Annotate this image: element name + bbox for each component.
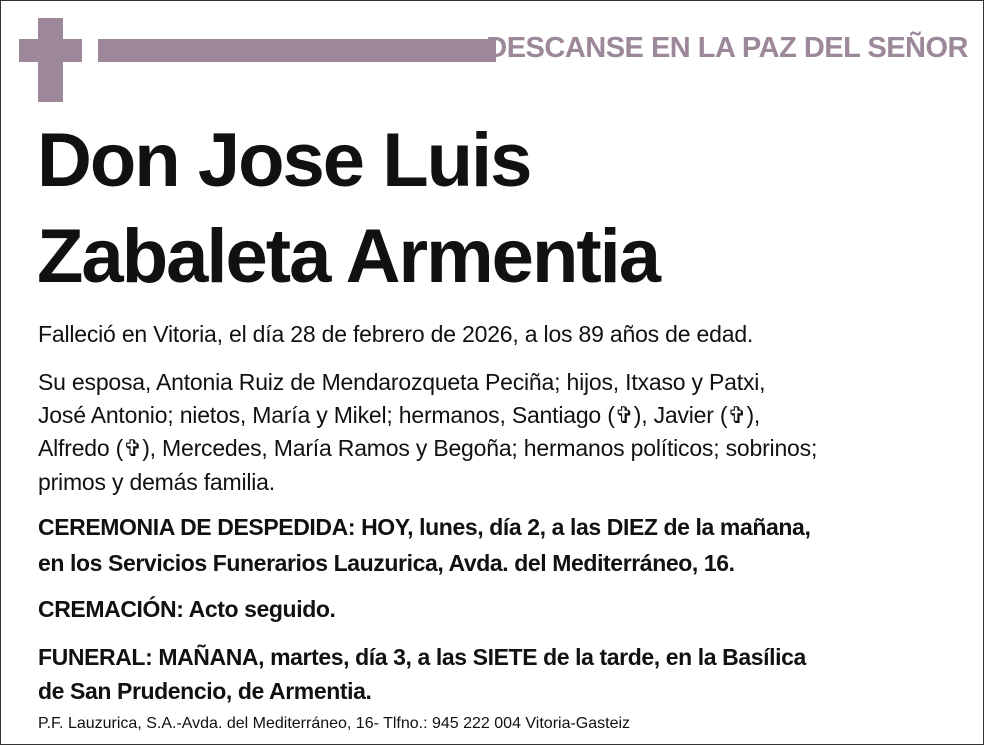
funeral-home-footer: P.F. Lauzurica, S.A.-Avda. del Mediterráneo, 16- Tlfno.: 945 222 004 Vitoria-Gasteiz [38,715,631,732]
deceased-name-line-2: Zabaleta Armentia [37,214,660,299]
header-title: DESCANSE EN LA PAZ DEL SEÑOR [486,32,968,64]
ceremony-line: CEREMONIA DE DESPEDIDA: HOY, lunes, día 2, a las DIEZ de la mañana, [38,514,811,540]
family-line: primos y demás familia. [38,469,275,495]
cross-icon-arm [19,39,82,62]
deceased-name-line-1: Don Jose Luis [37,118,531,203]
funeral-line: FUNERAL: MAÑANA, martes, día 3, a las SIETE de la tarde, en la Basílica [38,644,806,670]
death-info: Falleció en Vitoria, el día 28 de febrero de 2026, a los 89 años de edad. [38,321,754,347]
funeral-line: de San Prudencio, de Armentia. [38,678,372,704]
family-line: Su esposa, Antonia Ruiz de Mendarozqueta Peciña; hijos, Itxaso y Patxi, [38,369,766,395]
ceremony-line: en los Servicios Funerarios Lauzurica, Avda. del Mediterráneo, 16. [38,550,735,576]
header-rule [98,39,496,62]
family-line: Alfredo (✞), Mercedes, María Ramos y Begoña; hermanos políticos; sobrinos; [38,435,818,461]
family-line: José Antonio; nietos, María y Mikel; hermanos, Santiago (✞), Javier (✞), [38,402,761,428]
cremation-line: CREMACIÓN: Acto seguido. [38,596,336,622]
